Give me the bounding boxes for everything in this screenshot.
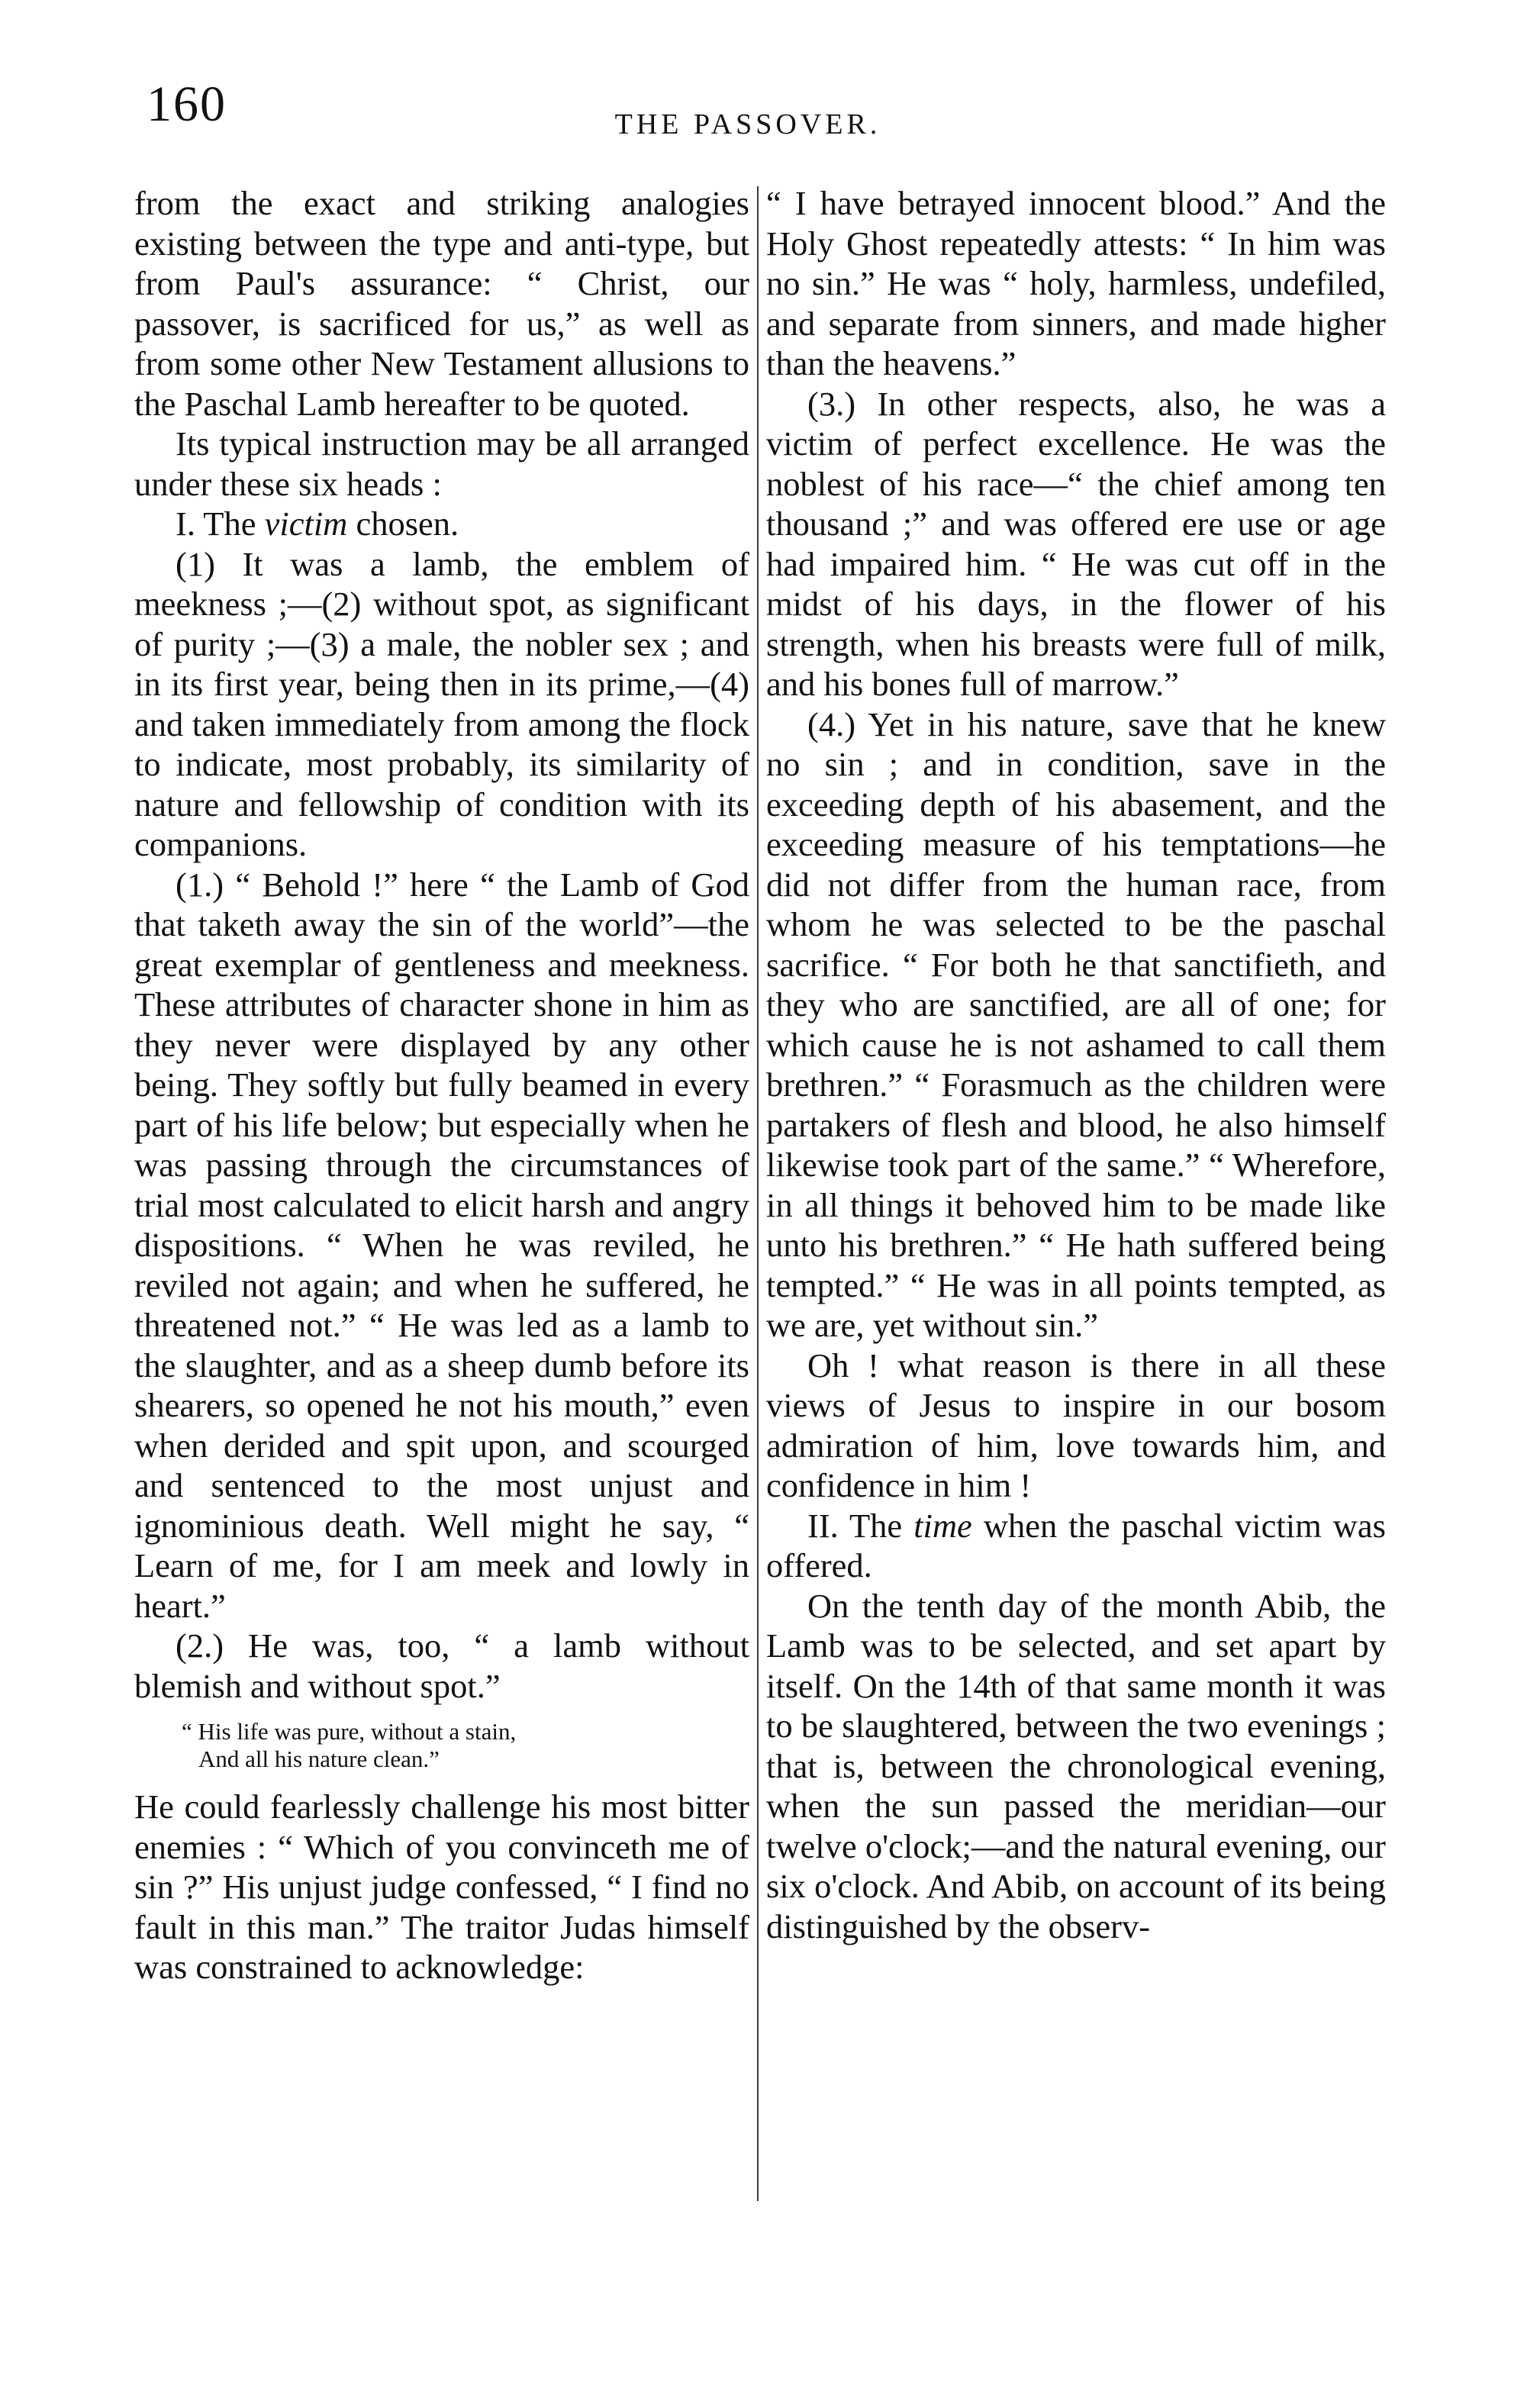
right-paragraph-2: (3.) In other respects, also, he was a victim of perfect excellence. He was the noblest of his race—“ the chief among ten thousand ;” and was offered ere use or age had impaired him. “ He was cut off in the midst of his days, in the flower of his strength, when his breasts were full of milk, and his bones full of marrow.”	[766, 384, 1386, 703]
right-paragraph-6: On the tenth day of the month Abib, the Lamb was to be selected, and set apart by itself. On the 14th of that same month it was to be slaughtered, between the two evenings ; that is, between the chronological evening, when the sun passed the meridian—our twelve o'clock;—and the natural evening, our six o'clock. And Abib, on account of its being distinguished by the observ-	[766, 1586, 1386, 1945]
left-paragraph-6: (2.) He was, too, “ a lamb without blemish and without spot.”	[134, 1626, 749, 1705]
section-numeral: I.	[176, 504, 195, 543]
left-paragraph-4: (1) It was a lamb, the emblem of meekness ;—(2) without spot, as significant of purity ;—(3) a male, the nobler sex ; and in its first year, being then in its prime,—(4) and taken immediately from among the flock to indicate, most probably, its similarity of nature and fellowship of condition with its companions.	[134, 544, 749, 863]
section-numeral: II.	[807, 1506, 839, 1545]
right-column	[766, 183, 1386, 1946]
page-number: 160	[147, 76, 227, 132]
section-heading-time	[766, 1506, 1386, 1586]
right-paragraph-1: “ I have betrayed innocent blood.” And the Holy Ghost repeatedly attests: “ In him was no sin.” He was “ holy, harmless, undefiled, and separate from sinners, and made higher than the heavens.”	[766, 184, 1386, 382]
section-heading-emphasis: time	[913, 1506, 972, 1545]
section-heading-pre: The	[849, 1506, 903, 1545]
verse-line: And all his nature clean.”	[198, 1745, 440, 1772]
left-paragraph-7: He could fearlessly challenge his most bitter enemies : “ Which of you convinceth me of sin ?” His unjust judge confessed, “ I find no fault in this man.” The traitor Judas himself was constrained to acknowledge:	[134, 1787, 749, 1986]
verse-quotation	[134, 1718, 749, 1773]
right-paragraph-4: Oh ! what reason is there in all these views of Jesus to inspire in our bosom admiration of him, love towards him, and confidence in him !	[766, 1346, 1386, 1504]
section-heading-emphasis: victim	[264, 504, 348, 543]
left-paragraph-1: from the exact and striking analogies existing between the type and anti-type, but from Paul's assurance: “ Christ, our passover, is sacrificed for us,” as well as from some other New Testament allusions to the Paschal Lamb hereafter to be quoted.	[134, 184, 749, 423]
left-paragraph-2: Its typical instruction may be all arranged under these six heads :	[134, 424, 749, 503]
right-paragraph-3: (4.) Yet in his nature, save that he knew no sin ; and in condition, save in the exceeding depth of his abasement, and the exceeding measure of his temptations—he did not differ from the human race, from whom he was selected to be the paschal sacrifice. “ For both he that sanctifieth, and they who are sanctified, are all of one; for which cause he is not ashamed to call them brethren.” “ Forasmuch as the children were partakers of flesh and blood, he also himself likewise took part of the same.” “ Wherefore, in all things it behoved him to be made like unto his brethren.” “ He hath suffered being tempted.” “ He was in all points tempted, as we are, yet without sin.”	[766, 704, 1386, 1344]
left-paragraph-5: (1.) “ Behold !” here “ the Lamb of God that taketh away the sin of the world”—the great exemplar of gentleness and meekness. These attributes of character shone in him as they never were displayed by any other being. They softly but fully beamed in every part of his life below; but especially when he was passing through the circumstances of trial most calculated to elicit harsh and angry dispositions. “ When he was reviled, he reviled not again; and when he suffered, he threatened not.” “ He was led as a lamb to the slaughter, and as a sheep dumb before its shearers, so opened he not his mouth,” even when derided and spit upon, and scourged and sentenced to the most unjust and ignominious death. Well might he say, “ Learn of me, for I am meek and lowly in heart.”	[134, 865, 749, 1625]
left-column	[134, 183, 749, 1987]
section-heading-victim	[134, 504, 749, 544]
verse-line: “ His life was pure, without a stain,	[182, 1718, 517, 1745]
section-heading-post: chosen.	[356, 504, 459, 543]
section-heading-post: when the paschal victim was offered.	[766, 1506, 1386, 1584]
running-head: THE PASSOVER.	[614, 108, 881, 140]
column-divider	[757, 186, 759, 2201]
section-heading-pre: The	[203, 504, 256, 543]
